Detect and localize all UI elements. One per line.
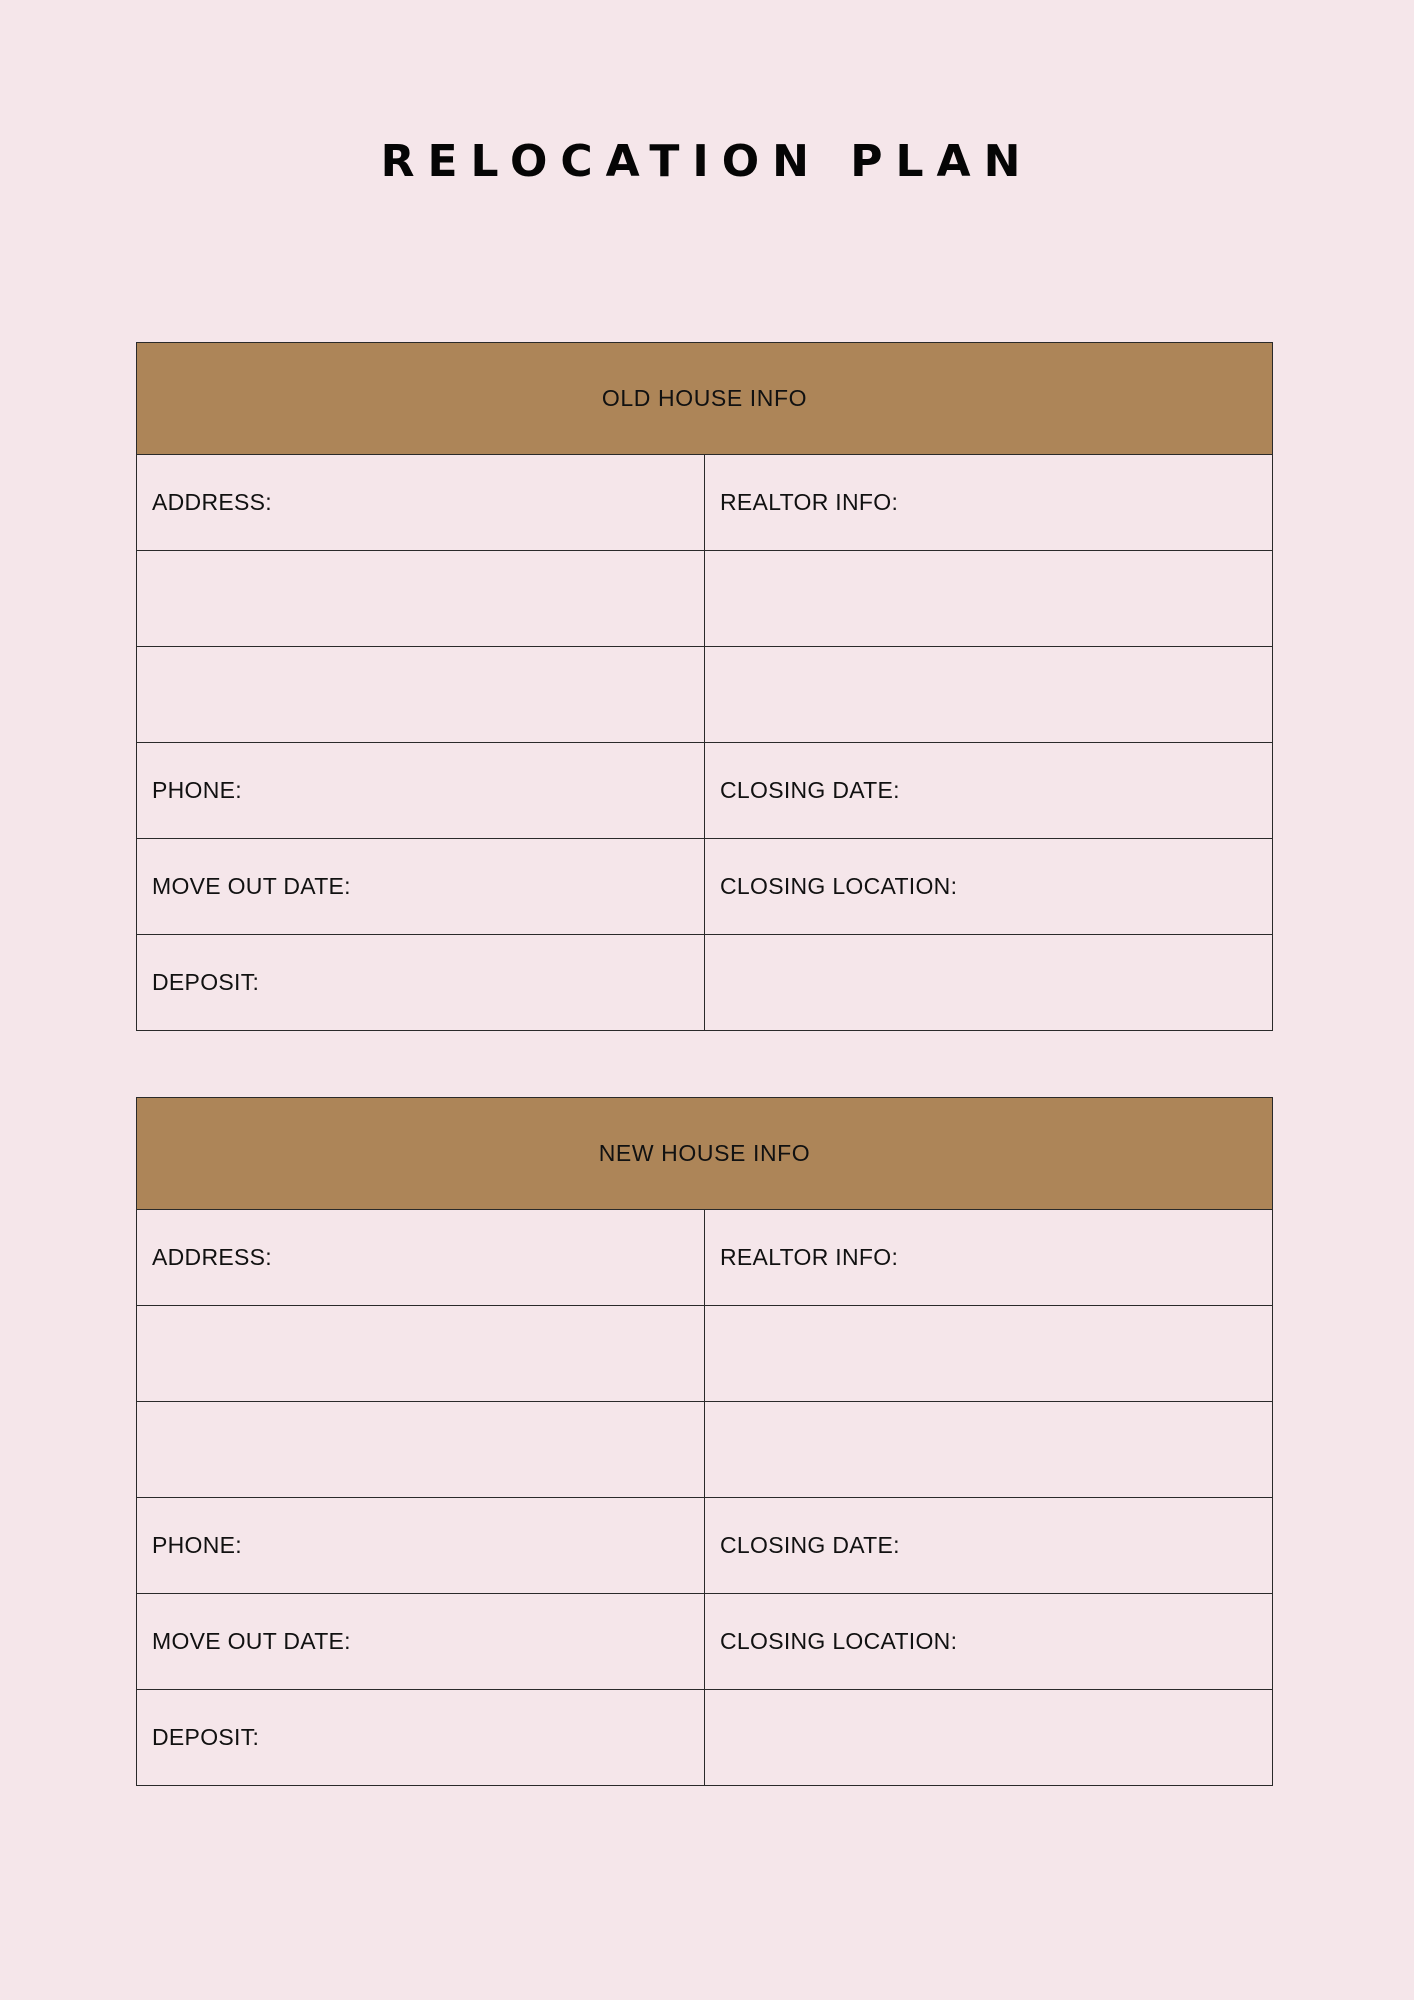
new-house-info-header: NEW HOUSE INFO bbox=[137, 1098, 1273, 1210]
new-closing-date-field[interactable]: CLOSING DATE: bbox=[705, 1498, 1273, 1594]
table-row bbox=[137, 1498, 1273, 1594]
old-house-info-header: OLD HOUSE INFO bbox=[137, 343, 1273, 455]
new-house-info-table bbox=[136, 1097, 1273, 1786]
old-realtor-info-line-3[interactable] bbox=[705, 647, 1273, 743]
old-extra-field[interactable] bbox=[705, 935, 1273, 1031]
old-address-line-3[interactable] bbox=[137, 647, 705, 743]
old-deposit-field[interactable]: DEPOSIT: bbox=[137, 935, 705, 1031]
old-closing-location-field[interactable]: CLOSING LOCATION: bbox=[705, 839, 1273, 935]
table-row bbox=[137, 1210, 1273, 1306]
section-header-row bbox=[137, 1098, 1273, 1210]
new-closing-location-field[interactable]: CLOSING LOCATION: bbox=[705, 1594, 1273, 1690]
new-phone-field[interactable]: PHONE: bbox=[137, 1498, 705, 1594]
table-row bbox=[137, 1306, 1273, 1402]
old-realtor-info-line-2[interactable] bbox=[705, 551, 1273, 647]
new-extra-field[interactable] bbox=[705, 1690, 1273, 1786]
section-header-row bbox=[137, 343, 1273, 455]
new-address-line-2[interactable] bbox=[137, 1306, 705, 1402]
table-row bbox=[137, 1402, 1273, 1498]
old-move-out-date-field[interactable]: MOVE OUT DATE: bbox=[137, 839, 705, 935]
table-row bbox=[137, 743, 1273, 839]
table-row bbox=[137, 935, 1273, 1031]
new-deposit-field[interactable]: DEPOSIT: bbox=[137, 1690, 705, 1786]
table-row bbox=[137, 647, 1273, 743]
old-phone-field[interactable]: PHONE: bbox=[137, 743, 705, 839]
new-realtor-info-field[interactable]: REALTOR INFO: bbox=[705, 1210, 1273, 1306]
table-row bbox=[137, 1594, 1273, 1690]
page-title: RELOCATION PLAN bbox=[380, 136, 1034, 187]
new-move-out-date-field[interactable]: MOVE OUT DATE: bbox=[137, 1594, 705, 1690]
old-address-field[interactable]: ADDRESS: bbox=[137, 455, 705, 551]
new-address-line-3[interactable] bbox=[137, 1402, 705, 1498]
table-row bbox=[137, 839, 1273, 935]
old-realtor-info-field[interactable]: REALTOR INFO: bbox=[705, 455, 1273, 551]
table-row bbox=[137, 1690, 1273, 1786]
old-address-line-2[interactable] bbox=[137, 551, 705, 647]
table-row bbox=[137, 455, 1273, 551]
table-row bbox=[137, 551, 1273, 647]
old-closing-date-field[interactable]: CLOSING DATE: bbox=[705, 743, 1273, 839]
old-house-info-table bbox=[136, 342, 1273, 1031]
new-address-field[interactable]: ADDRESS: bbox=[137, 1210, 705, 1306]
new-realtor-info-line-3[interactable] bbox=[705, 1402, 1273, 1498]
new-realtor-info-line-2[interactable] bbox=[705, 1306, 1273, 1402]
